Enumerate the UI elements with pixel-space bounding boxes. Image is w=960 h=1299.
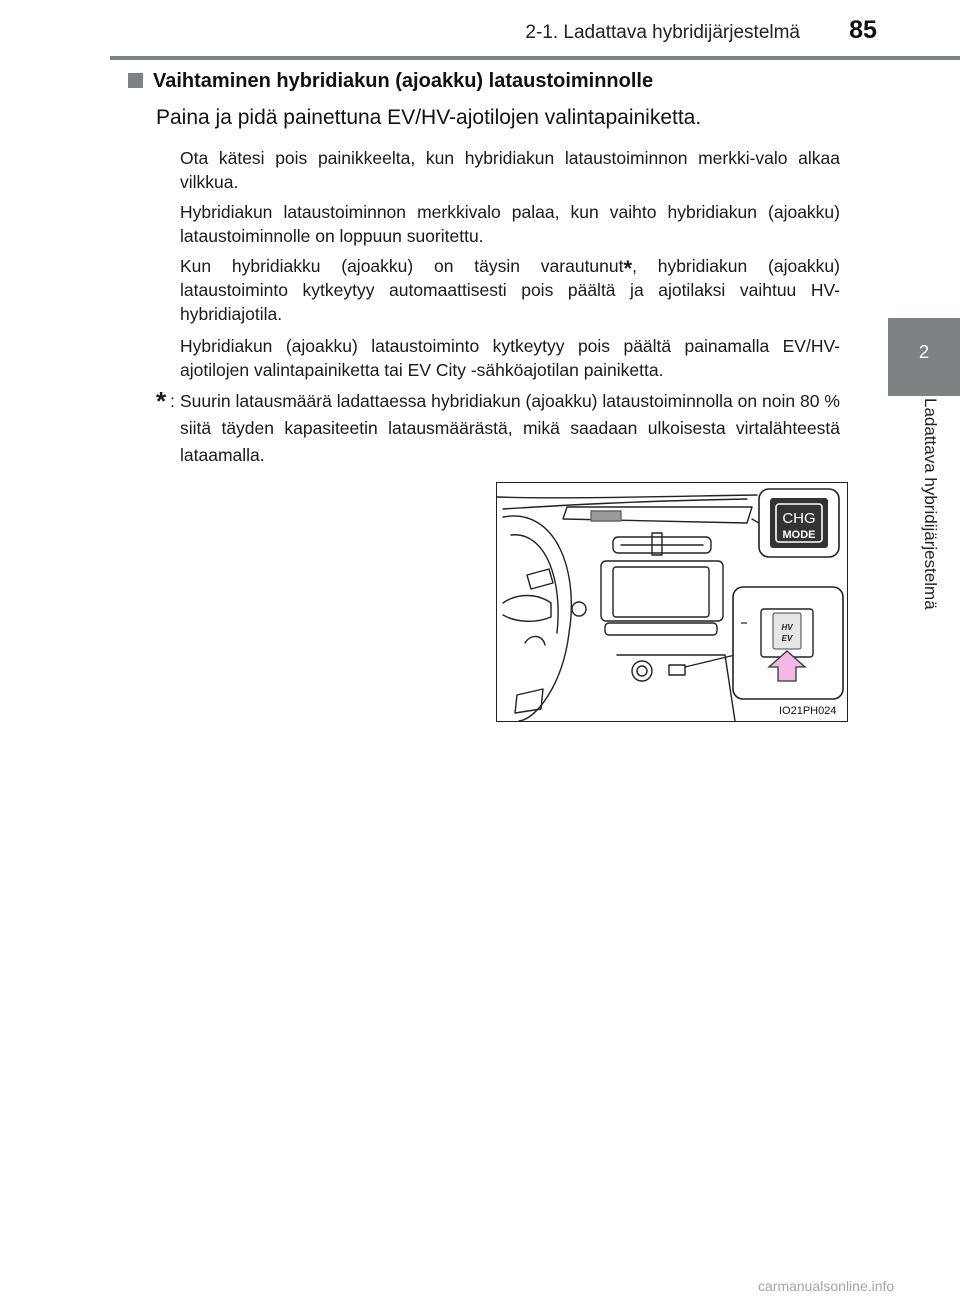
- watermark: carmanualsonline.info: [758, 1278, 895, 1294]
- paragraph-fully-charged: [180, 254, 840, 326]
- paragraph-fully-charged-text-b: , hybridiakun (ajoakku) lataustoiminto kytkeytyy automaattisesti pois päältä ja ajotilaksi vaihtuu HV-hybridiajotila.: [180, 256, 840, 324]
- steering-spoke: [503, 596, 551, 622]
- paragraph-release-button: Ota kätesi pois painikkeelta, kun hybridiakun lataustoiminnon merkki-valo alkaa vilkkua.: [180, 148, 840, 192]
- wheel-lower: [525, 636, 545, 645]
- steering-button: [527, 569, 553, 589]
- meter-indicator-area: [591, 511, 621, 521]
- control-panel: [605, 623, 717, 635]
- heading-square-icon: [128, 73, 143, 88]
- center-screen-bezel: [601, 561, 723, 621]
- footnote-text: Suurin latausmäärä ladattaessa hybridiakun (ajoakku) lataustoiminnolla on noin 80 % siitä täyden kapasiteetin latausmäärästä, mikä saadaan ulkoisesta virtalähteestä lataamalla.: [180, 391, 840, 465]
- side-tab-label: Ladattava hybridijärjestelmä: [921, 398, 940, 610]
- dash-top-line: [497, 495, 757, 498]
- callout-line-bottom: [685, 655, 735, 667]
- header-rule: [110, 56, 960, 60]
- indicator-text-line2: MODE: [782, 529, 816, 541]
- page-number: 85: [849, 16, 877, 44]
- figure-code: IO21PH024: [779, 705, 837, 717]
- power-button: [572, 602, 586, 616]
- shift-knob: [632, 661, 652, 681]
- main-instruction: Paina ja pidä painettuna EV/HV-ajotilojen valintapainiketta.: [156, 106, 702, 129]
- paragraph-fully-charged-text-a: Kun hybridiakku (ajoakku) on täysin varautunut: [180, 256, 624, 276]
- footnote-colon: :: [170, 391, 175, 411]
- center-screen: [613, 567, 709, 617]
- section-heading-text: Vaihtaminen hybridiakun (ajoakku) lataustoiminnolle: [153, 70, 654, 92]
- button-text-hv: HV: [781, 623, 793, 632]
- pedal: [515, 689, 543, 713]
- side-tab-number: 2: [918, 342, 929, 362]
- dashboard-drawing: [497, 483, 847, 721]
- button-text-ev: EV: [781, 634, 793, 643]
- chapter-header-title: 2-1. Ladattava hybridijärjestelmä: [525, 22, 800, 43]
- console-switches: [669, 665, 685, 675]
- section-heading: [128, 70, 868, 93]
- paragraph-indicator-on: Hybridiakun lataustoiminnon merkkivalo palaa, kun vaihto hybridiakun (ajoakku) lataustoiminnolle on loppuun suoritettu.: [180, 202, 840, 246]
- chapter-side-tab: [888, 318, 960, 396]
- shift-knob-inner: [637, 666, 647, 676]
- vent-knob: [652, 533, 662, 555]
- paragraph-switch-off: Hybridiakun (ajoakku) lataustoiminto kytkeytyy pois päältä painamalla EV/HV-ajotilojen valintapainiketta tai EV City -sähköajotilan painiketta.: [180, 336, 840, 380]
- footnote-mark: *: [156, 386, 167, 416]
- footnote: [150, 388, 840, 469]
- footnote-reference-mark: *: [623, 256, 633, 281]
- dashboard-illustration: [496, 482, 848, 722]
- indicator-text-line1: CHG: [782, 510, 816, 527]
